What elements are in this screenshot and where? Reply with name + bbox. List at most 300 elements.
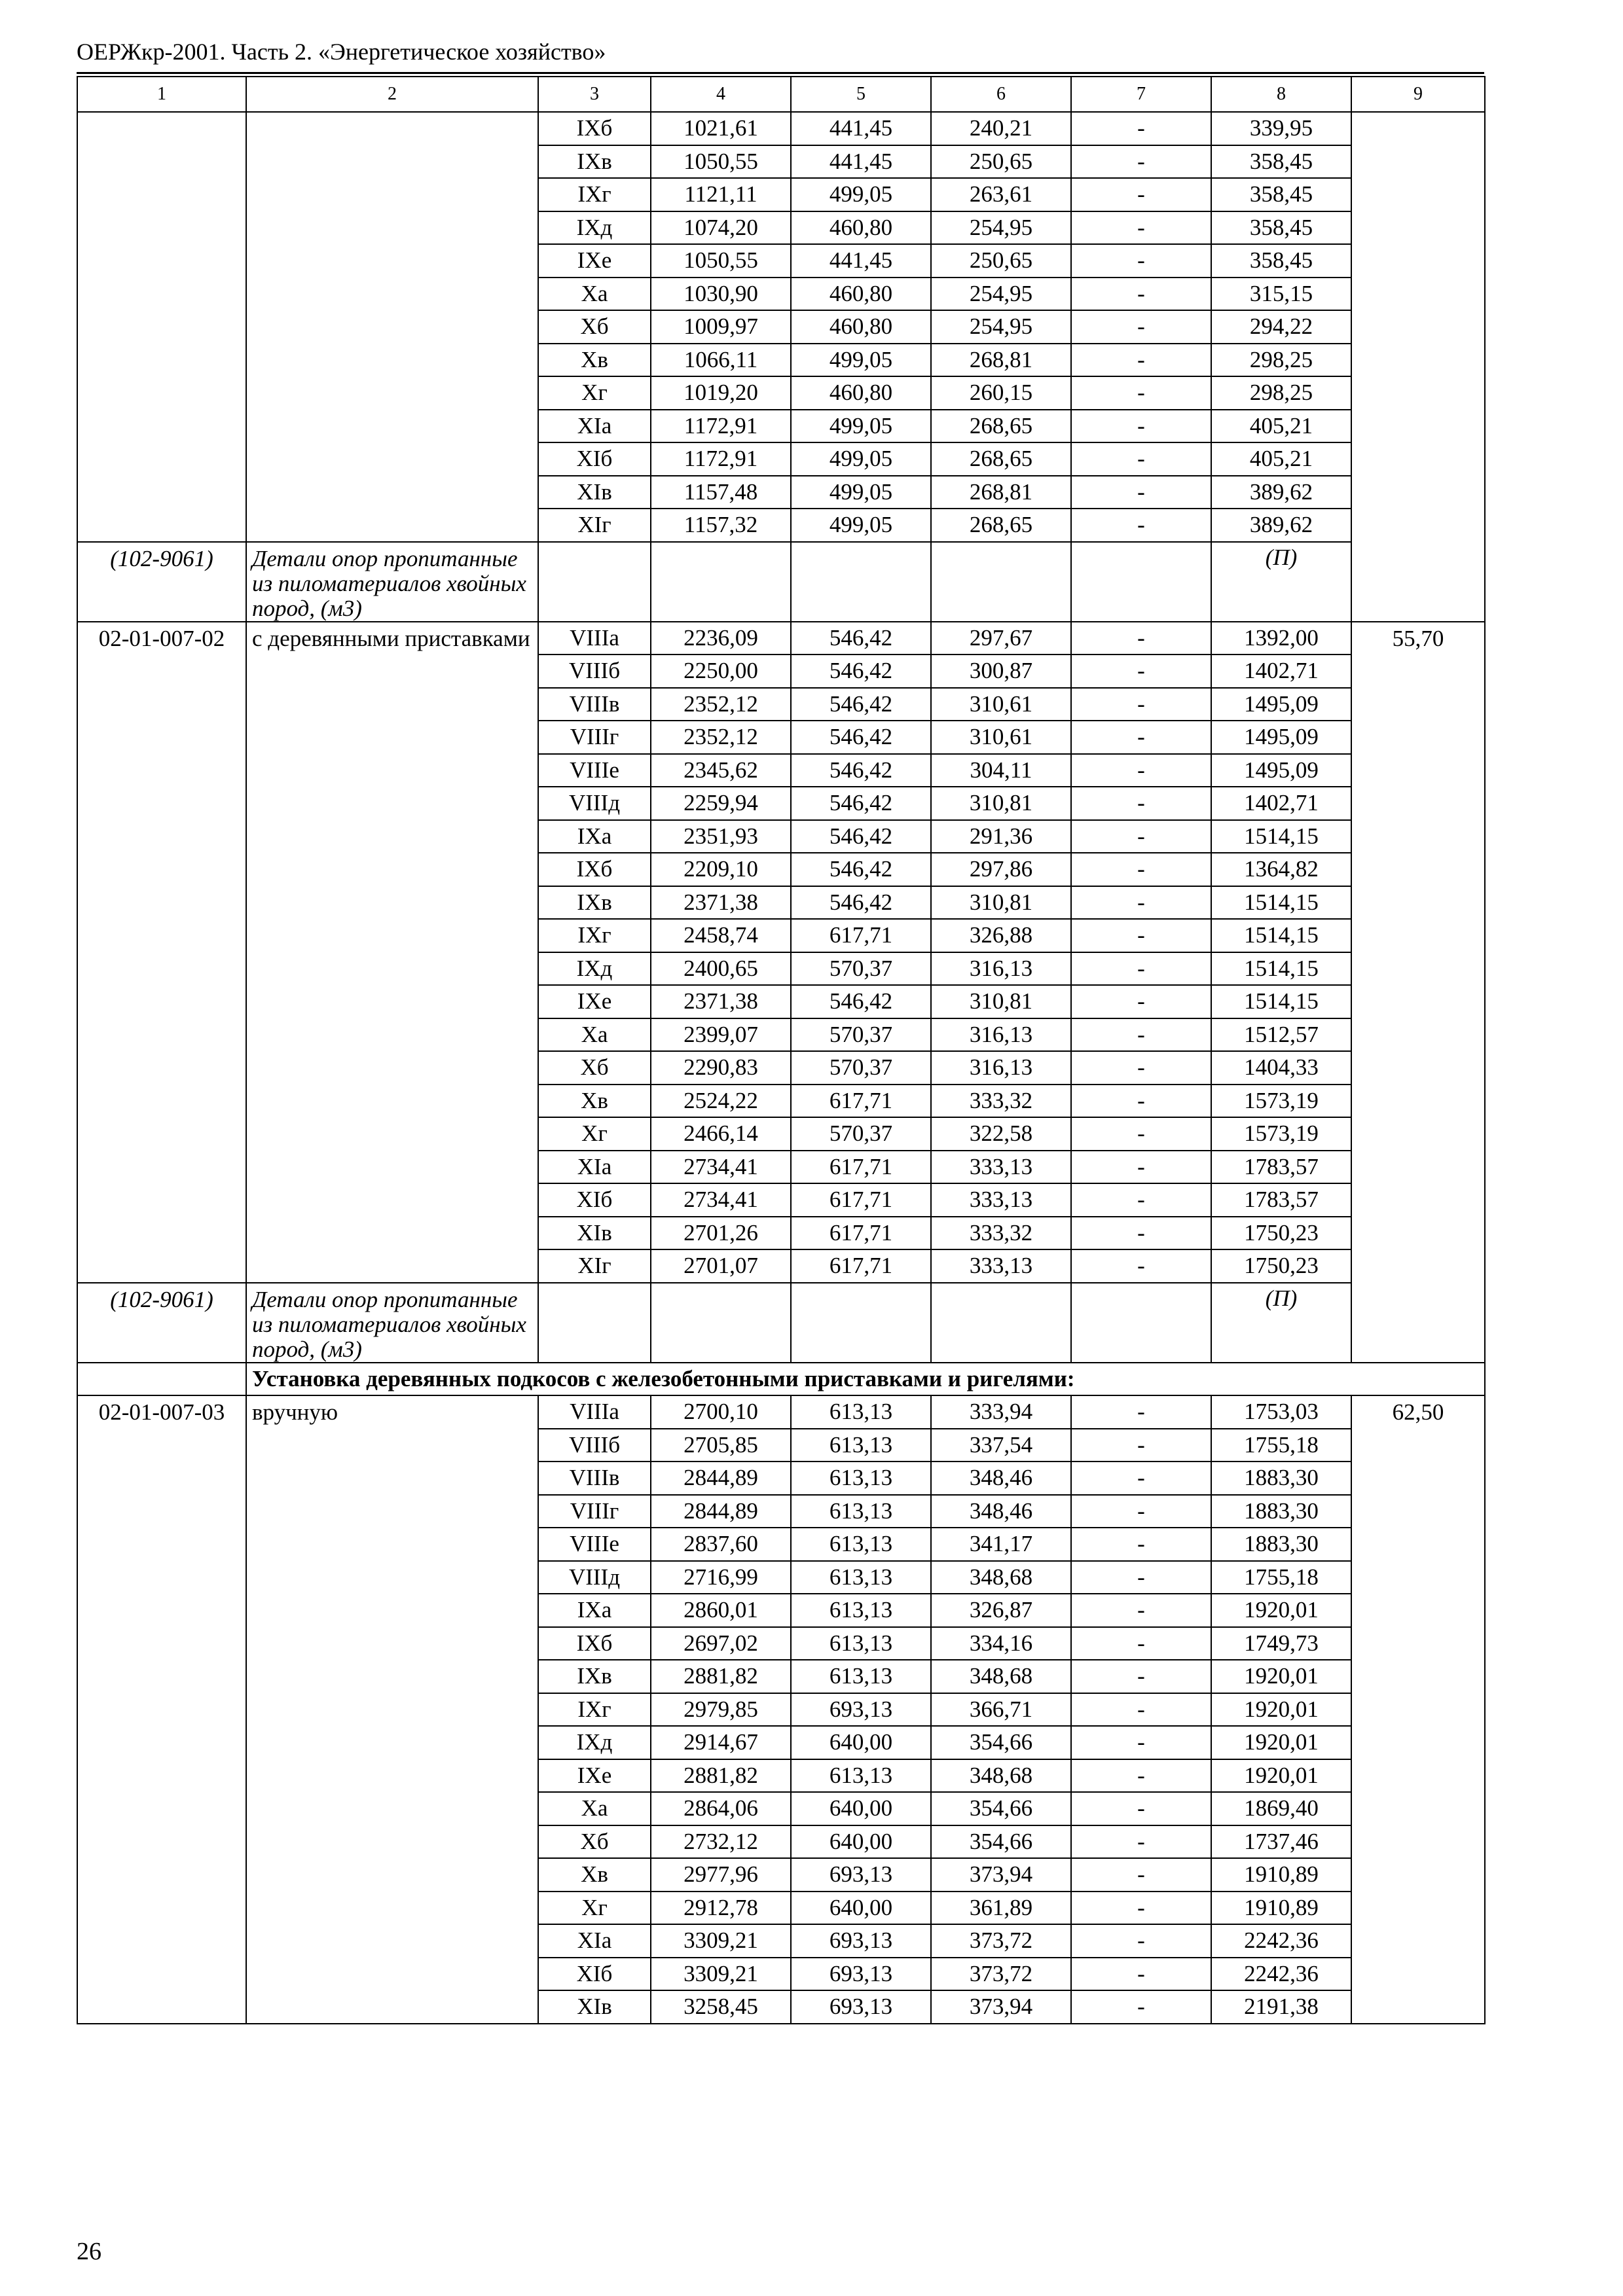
table-cell: 373,72 bbox=[931, 1958, 1071, 1991]
column-header: 3 bbox=[538, 77, 651, 112]
table-cell: 354,66 bbox=[931, 1792, 1071, 1825]
table-cell: IXв bbox=[538, 886, 651, 920]
table-cell: 1514,15 bbox=[1211, 820, 1351, 853]
table-cell: 1021,61 bbox=[651, 112, 791, 145]
table-cell: 268,65 bbox=[931, 410, 1071, 443]
table-cell: - bbox=[1071, 211, 1211, 245]
table-cell: 1495,09 bbox=[1211, 721, 1351, 754]
table-cell: - bbox=[1071, 1693, 1211, 1727]
table-cell: - bbox=[1071, 919, 1211, 952]
table-cell: 1495,09 bbox=[1211, 688, 1351, 721]
table-cell: 2732,12 bbox=[651, 1825, 791, 1859]
table-row bbox=[77, 112, 1485, 145]
table-cell: - bbox=[1071, 1462, 1211, 1495]
table-cell: 361,89 bbox=[931, 1892, 1071, 1925]
table-cell: 268,65 bbox=[931, 509, 1071, 542]
table-cell: 570,37 bbox=[791, 952, 931, 986]
table-cell: VIIIа bbox=[538, 1395, 651, 1429]
table-cell: 1050,55 bbox=[651, 145, 791, 179]
table-cell: 348,68 bbox=[931, 1660, 1071, 1693]
table-cell: 640,00 bbox=[791, 1792, 931, 1825]
empty-cell bbox=[791, 1283, 931, 1363]
table-cell: 2716,99 bbox=[651, 1561, 791, 1594]
table-cell: 499,05 bbox=[791, 178, 931, 211]
table-cell: 297,86 bbox=[931, 853, 1071, 886]
table-cell: - bbox=[1071, 410, 1211, 443]
table-cell: 1920,01 bbox=[1211, 1594, 1351, 1627]
table-cell: 546,42 bbox=[791, 886, 931, 920]
table-cell: - bbox=[1071, 442, 1211, 476]
table-cell: 326,87 bbox=[931, 1594, 1071, 1627]
table-cell: 405,21 bbox=[1211, 442, 1351, 476]
table-cell: 322,58 bbox=[931, 1117, 1071, 1151]
table-cell: 2466,14 bbox=[651, 1117, 791, 1151]
column-header: 7 bbox=[1071, 77, 1211, 112]
table-cell: IXб bbox=[538, 853, 651, 886]
table-cell: XIв bbox=[538, 1990, 651, 2024]
table-cell: 460,80 bbox=[791, 278, 931, 311]
table-cell: - bbox=[1071, 112, 1211, 145]
table-cell: 2371,38 bbox=[651, 985, 791, 1018]
table-cell: 3258,45 bbox=[651, 1990, 791, 2024]
table-cell: VIIIв bbox=[538, 1462, 651, 1495]
table-cell: - bbox=[1071, 1825, 1211, 1859]
table-cell: 1019,20 bbox=[651, 376, 791, 410]
table-cell: 441,45 bbox=[791, 244, 931, 278]
table-cell: VIIIв bbox=[538, 688, 651, 721]
table-cell: 1495,09 bbox=[1211, 754, 1351, 787]
table-cell: 617,71 bbox=[791, 1085, 931, 1118]
empty-cell bbox=[651, 1283, 791, 1363]
table-cell: 298,25 bbox=[1211, 376, 1351, 410]
table-cell: 1910,89 bbox=[1211, 1858, 1351, 1892]
table-cell: 2734,41 bbox=[651, 1183, 791, 1217]
table-cell: - bbox=[1071, 1051, 1211, 1085]
table-cell: 2209,10 bbox=[651, 853, 791, 886]
table-cell: VIIIа bbox=[538, 622, 651, 655]
table-cell: 358,45 bbox=[1211, 244, 1351, 278]
material-row bbox=[77, 542, 1485, 622]
table-cell: 693,13 bbox=[791, 1693, 931, 1727]
table-cell: IXв bbox=[538, 145, 651, 179]
table-cell: XIа bbox=[538, 1151, 651, 1184]
table-cell: 1749,73 bbox=[1211, 1627, 1351, 1660]
table-cell: 546,42 bbox=[791, 787, 931, 820]
table-cell: - bbox=[1071, 688, 1211, 721]
table-cell: IXб bbox=[538, 112, 651, 145]
table-cell: 334,16 bbox=[931, 1627, 1071, 1660]
table-cell: 460,80 bbox=[791, 310, 931, 344]
table-cell: 2881,82 bbox=[651, 1759, 791, 1793]
section-title-row bbox=[77, 1363, 1485, 1396]
table-cell: 2458,74 bbox=[651, 919, 791, 952]
table-cell: 613,13 bbox=[791, 1627, 931, 1660]
table-cell: 1009,97 bbox=[651, 310, 791, 344]
table-cell: 304,11 bbox=[931, 754, 1071, 787]
table-cell: 1783,57 bbox=[1211, 1183, 1351, 1217]
table-cell: - bbox=[1071, 1217, 1211, 1250]
table-cell: 354,66 bbox=[931, 1825, 1071, 1859]
table-cell: 333,94 bbox=[931, 1395, 1071, 1429]
table-cell: 2844,89 bbox=[651, 1462, 791, 1495]
table-cell: 1172,91 bbox=[651, 442, 791, 476]
table-cell: 2701,26 bbox=[651, 1217, 791, 1250]
header-rule bbox=[77, 72, 1484, 74]
table-cell: 348,46 bbox=[931, 1495, 1071, 1528]
table-cell: - bbox=[1071, 1627, 1211, 1660]
table-cell: 1404,33 bbox=[1211, 1051, 1351, 1085]
table-cell: 570,37 bbox=[791, 1018, 931, 1052]
table-cell: 441,45 bbox=[791, 145, 931, 179]
table-cell: 570,37 bbox=[791, 1117, 931, 1151]
empty-cell bbox=[931, 1283, 1071, 1363]
table-row bbox=[77, 1395, 1485, 1429]
table-cell: 546,42 bbox=[791, 721, 931, 754]
table-cell: 316,13 bbox=[931, 1018, 1071, 1052]
row-description-cell: вручную bbox=[246, 1395, 538, 2024]
table-cell: 1920,01 bbox=[1211, 1726, 1351, 1759]
table-cell: XIг bbox=[538, 1249, 651, 1283]
table-cell: 1514,15 bbox=[1211, 952, 1351, 986]
price-table bbox=[77, 76, 1486, 2024]
table-cell: 373,72 bbox=[931, 1924, 1071, 1958]
table-cell: - bbox=[1071, 1151, 1211, 1184]
empty-cell bbox=[77, 1363, 246, 1396]
table-cell: - bbox=[1071, 244, 1211, 278]
table-cell: 366,71 bbox=[931, 1693, 1071, 1727]
table-cell: 2242,36 bbox=[1211, 1958, 1351, 1991]
table-cell: VIIIб bbox=[538, 655, 651, 688]
table-cell: - bbox=[1071, 1018, 1211, 1052]
column-header-row bbox=[77, 77, 1485, 112]
table-cell: 1883,30 bbox=[1211, 1528, 1351, 1561]
table-cell: 2351,93 bbox=[651, 820, 791, 853]
table-cell: 389,62 bbox=[1211, 509, 1351, 542]
table-cell: 613,13 bbox=[791, 1528, 931, 1561]
table-cell: - bbox=[1071, 1792, 1211, 1825]
table-cell: - bbox=[1071, 787, 1211, 820]
table-cell: XIг bbox=[538, 509, 651, 542]
table-cell: - bbox=[1071, 1528, 1211, 1561]
table-cell: 1030,90 bbox=[651, 278, 791, 311]
table-cell: 640,00 bbox=[791, 1825, 931, 1859]
table-cell: 333,13 bbox=[931, 1183, 1071, 1217]
table-cell: 2345,62 bbox=[651, 754, 791, 787]
table-cell: Xа bbox=[538, 1792, 651, 1825]
row-description-cell bbox=[246, 112, 538, 542]
table-cell: 333,13 bbox=[931, 1249, 1071, 1283]
table-cell: - bbox=[1071, 1726, 1211, 1759]
table-cell: VIIIд bbox=[538, 1561, 651, 1594]
row-description-cell: с деревянными приставками bbox=[246, 622, 538, 1283]
material-description-cell: Детали опор пропитанные из пиломатериалов хвойных пород, (м3) bbox=[246, 1283, 538, 1363]
row-code-cell: 02-01-007-02 bbox=[77, 622, 246, 1283]
table-cell: 3309,21 bbox=[651, 1924, 791, 1958]
table-cell: 546,42 bbox=[791, 688, 931, 721]
table-cell: 310,81 bbox=[931, 787, 1071, 820]
table-cell: 1157,48 bbox=[651, 476, 791, 509]
table-cell: IXг bbox=[538, 919, 651, 952]
table-cell: 341,17 bbox=[931, 1528, 1071, 1561]
table-cell: 546,42 bbox=[791, 655, 931, 688]
table-cell: Xв bbox=[538, 1085, 651, 1118]
table-cell: 337,54 bbox=[931, 1429, 1071, 1462]
page-header: ОЕРЖкр-2001. Часть 2. «Энергетическое хозяйство» bbox=[77, 39, 606, 65]
column-header: 9 bbox=[1351, 77, 1485, 112]
table-cell: 316,13 bbox=[931, 1051, 1071, 1085]
table-cell: 546,42 bbox=[791, 754, 931, 787]
table-cell: 617,71 bbox=[791, 1151, 931, 1184]
table-cell: - bbox=[1071, 853, 1211, 886]
table-cell: 2259,94 bbox=[651, 787, 791, 820]
table-cell: IXа bbox=[538, 1594, 651, 1627]
page-number: 26 bbox=[77, 2238, 101, 2265]
table-cell: 1920,01 bbox=[1211, 1660, 1351, 1693]
table-cell: 613,13 bbox=[791, 1759, 931, 1793]
table-cell: 294,22 bbox=[1211, 310, 1351, 344]
table-cell: 1750,23 bbox=[1211, 1249, 1351, 1283]
table-cell: 2844,89 bbox=[651, 1495, 791, 1528]
table-cell: - bbox=[1071, 1249, 1211, 1283]
table-cell: 1573,19 bbox=[1211, 1085, 1351, 1118]
table-cell: - bbox=[1071, 1117, 1211, 1151]
table-cell: 640,00 bbox=[791, 1892, 931, 1925]
table-cell: 1783,57 bbox=[1211, 1151, 1351, 1184]
table-cell: 546,42 bbox=[791, 853, 931, 886]
table-cell: IXе bbox=[538, 244, 651, 278]
table-cell: 2250,00 bbox=[651, 655, 791, 688]
table-cell: 310,61 bbox=[931, 721, 1071, 754]
table-cell: 1910,89 bbox=[1211, 1892, 1351, 1925]
table-cell: 613,13 bbox=[791, 1495, 931, 1528]
table-cell: VIIIг bbox=[538, 721, 651, 754]
table-cell: 546,42 bbox=[791, 985, 931, 1018]
table-cell: 613,13 bbox=[791, 1395, 931, 1429]
table-cell: 339,95 bbox=[1211, 112, 1351, 145]
material-mark-cell: (П) bbox=[1211, 1283, 1351, 1363]
table-cell: IXд bbox=[538, 1726, 651, 1759]
table-cell: 460,80 bbox=[791, 211, 931, 245]
table-cell: 1074,20 bbox=[651, 211, 791, 245]
table-cell: IXг bbox=[538, 1693, 651, 1727]
material-row bbox=[77, 1283, 1485, 1363]
table-cell: - bbox=[1071, 1892, 1211, 1925]
table-cell: Xб bbox=[538, 310, 651, 344]
table-cell: 1392,00 bbox=[1211, 622, 1351, 655]
unit-value-cell: 62,50 bbox=[1351, 1395, 1485, 2024]
table-cell: 2400,65 bbox=[651, 952, 791, 986]
table-cell: 499,05 bbox=[791, 509, 931, 542]
table-cell: XIб bbox=[538, 1183, 651, 1217]
table-cell: Xа bbox=[538, 278, 651, 311]
table-cell: 291,36 bbox=[931, 820, 1071, 853]
table-cell: VIIIе bbox=[538, 1528, 651, 1561]
table-cell: 2399,07 bbox=[651, 1018, 791, 1052]
table-cell: - bbox=[1071, 145, 1211, 179]
table-cell: - bbox=[1071, 376, 1211, 410]
table-cell: 570,37 bbox=[791, 1051, 931, 1085]
table-cell: 2290,83 bbox=[651, 1051, 791, 1085]
table-cell: - bbox=[1071, 1495, 1211, 1528]
empty-cell bbox=[1071, 1283, 1211, 1363]
table-cell: VIIIг bbox=[538, 1495, 651, 1528]
table-cell: 2701,07 bbox=[651, 1249, 791, 1283]
table-cell: IXд bbox=[538, 952, 651, 986]
table-cell: 2191,38 bbox=[1211, 1990, 1351, 2024]
table-cell: 1920,01 bbox=[1211, 1693, 1351, 1727]
table-cell: 1514,15 bbox=[1211, 919, 1351, 952]
table-cell: 263,61 bbox=[931, 178, 1071, 211]
table-cell: 333,13 bbox=[931, 1151, 1071, 1184]
table-cell: 250,65 bbox=[931, 244, 1071, 278]
table-cell: Xг bbox=[538, 1117, 651, 1151]
table-cell: - bbox=[1071, 985, 1211, 1018]
table-cell: - bbox=[1071, 476, 1211, 509]
table-cell: - bbox=[1071, 1858, 1211, 1892]
table-cell: 1364,82 bbox=[1211, 853, 1351, 886]
table-cell: 348,68 bbox=[931, 1561, 1071, 1594]
table-cell: 2860,01 bbox=[651, 1594, 791, 1627]
empty-cell bbox=[651, 542, 791, 622]
table-cell: VIIIе bbox=[538, 754, 651, 787]
column-header: 8 bbox=[1211, 77, 1351, 112]
table-cell: 1753,03 bbox=[1211, 1395, 1351, 1429]
table-cell: 2837,60 bbox=[651, 1528, 791, 1561]
table-cell: 358,45 bbox=[1211, 211, 1351, 245]
table-cell: 1737,46 bbox=[1211, 1825, 1351, 1859]
table-cell: 389,62 bbox=[1211, 476, 1351, 509]
table-cell: - bbox=[1071, 310, 1211, 344]
table-cell: 316,13 bbox=[931, 952, 1071, 986]
table-cell: 499,05 bbox=[791, 442, 931, 476]
table-cell: 1514,15 bbox=[1211, 886, 1351, 920]
table-cell: 268,81 bbox=[931, 344, 1071, 377]
table-cell: 1066,11 bbox=[651, 344, 791, 377]
table-cell: 326,88 bbox=[931, 919, 1071, 952]
table-cell: 617,71 bbox=[791, 919, 931, 952]
material-code-cell: (102-9061) bbox=[77, 1283, 246, 1363]
table-cell: 2524,22 bbox=[651, 1085, 791, 1118]
table-cell: 310,81 bbox=[931, 886, 1071, 920]
table-cell: 2352,12 bbox=[651, 688, 791, 721]
table-cell: 546,42 bbox=[791, 820, 931, 853]
table-cell: Xг bbox=[538, 376, 651, 410]
table-cell: 1512,57 bbox=[1211, 1018, 1351, 1052]
table-cell: 499,05 bbox=[791, 476, 931, 509]
table-cell: - bbox=[1071, 1660, 1211, 1693]
table-cell: 617,71 bbox=[791, 1217, 931, 1250]
table-cell: Xа bbox=[538, 1018, 651, 1052]
table-cell: 250,65 bbox=[931, 145, 1071, 179]
table-cell: - bbox=[1071, 1561, 1211, 1594]
table-cell: 297,67 bbox=[931, 622, 1071, 655]
table-cell: 1172,91 bbox=[651, 410, 791, 443]
table-cell: 333,32 bbox=[931, 1085, 1071, 1118]
table-cell: 1514,15 bbox=[1211, 985, 1351, 1018]
table-cell: 2700,10 bbox=[651, 1395, 791, 1429]
table-cell: 1402,71 bbox=[1211, 787, 1351, 820]
table-cell: XIа bbox=[538, 1924, 651, 1958]
table-cell: 254,95 bbox=[931, 278, 1071, 311]
material-code-cell: (102-9061) bbox=[77, 542, 246, 622]
table-cell: - bbox=[1071, 278, 1211, 311]
empty-cell bbox=[1071, 542, 1211, 622]
table-cell: 240,21 bbox=[931, 112, 1071, 145]
table-cell: 613,13 bbox=[791, 1429, 931, 1462]
row-code-cell bbox=[77, 112, 246, 542]
table-cell: - bbox=[1071, 1429, 1211, 1462]
table-cell: 1869,40 bbox=[1211, 1792, 1351, 1825]
table-cell: 254,95 bbox=[931, 310, 1071, 344]
table-cell: 1755,18 bbox=[1211, 1429, 1351, 1462]
table-cell: 613,13 bbox=[791, 1561, 931, 1594]
table-cell: 617,71 bbox=[791, 1249, 931, 1283]
column-header: 5 bbox=[791, 77, 931, 112]
table-cell: - bbox=[1071, 952, 1211, 986]
table-cell: 373,94 bbox=[931, 1858, 1071, 1892]
table-cell: 441,45 bbox=[791, 112, 931, 145]
table-cell: 2881,82 bbox=[651, 1660, 791, 1693]
table-cell: 693,13 bbox=[791, 1990, 931, 2024]
table-cell: 1750,23 bbox=[1211, 1217, 1351, 1250]
table-cell: IXг bbox=[538, 178, 651, 211]
table-cell: 2352,12 bbox=[651, 721, 791, 754]
table-cell: VIIIд bbox=[538, 787, 651, 820]
table-cell: XIа bbox=[538, 410, 651, 443]
table-cell: 693,13 bbox=[791, 1924, 931, 1958]
empty-cell bbox=[791, 542, 931, 622]
table-cell: Xб bbox=[538, 1825, 651, 1859]
table-cell: - bbox=[1071, 886, 1211, 920]
table-cell: 3309,21 bbox=[651, 1958, 791, 1991]
table-cell: - bbox=[1071, 622, 1211, 655]
table-cell: 358,45 bbox=[1211, 178, 1351, 211]
table-cell: - bbox=[1071, 1990, 1211, 2024]
table-cell: Xб bbox=[538, 1051, 651, 1085]
table-cell: 1121,11 bbox=[651, 178, 791, 211]
table-cell: 1883,30 bbox=[1211, 1495, 1351, 1528]
table-cell: XIв bbox=[538, 1217, 651, 1250]
table-cell: Xг bbox=[538, 1892, 651, 1925]
table-cell: 260,15 bbox=[931, 376, 1071, 410]
table-row bbox=[77, 622, 1485, 655]
table-cell: 460,80 bbox=[791, 376, 931, 410]
table-cell: 254,95 bbox=[931, 211, 1071, 245]
material-mark-cell: (П) bbox=[1211, 542, 1351, 622]
table-cell: - bbox=[1071, 820, 1211, 853]
table-cell: 499,05 bbox=[791, 344, 931, 377]
table-cell: XIб bbox=[538, 442, 651, 476]
table-cell: - bbox=[1071, 655, 1211, 688]
table-cell: 2697,02 bbox=[651, 1627, 791, 1660]
table-cell: 354,66 bbox=[931, 1726, 1071, 1759]
table-cell: VIIIб bbox=[538, 1429, 651, 1462]
table-cell: 268,65 bbox=[931, 442, 1071, 476]
table-cell: 1402,71 bbox=[1211, 655, 1351, 688]
column-header: 2 bbox=[246, 77, 538, 112]
table-cell: 2912,78 bbox=[651, 1892, 791, 1925]
table-cell: IXв bbox=[538, 1660, 651, 1693]
table-body bbox=[77, 77, 1485, 2024]
row-code-cell: 02-01-007-03 bbox=[77, 1395, 246, 2024]
table-cell: Xв bbox=[538, 344, 651, 377]
table-cell: 315,15 bbox=[1211, 278, 1351, 311]
empty-cell bbox=[538, 542, 651, 622]
table-cell: 2236,09 bbox=[651, 622, 791, 655]
table-cell: XIб bbox=[538, 1958, 651, 1991]
table-cell: 310,81 bbox=[931, 985, 1071, 1018]
table-cell: - bbox=[1071, 1958, 1211, 1991]
